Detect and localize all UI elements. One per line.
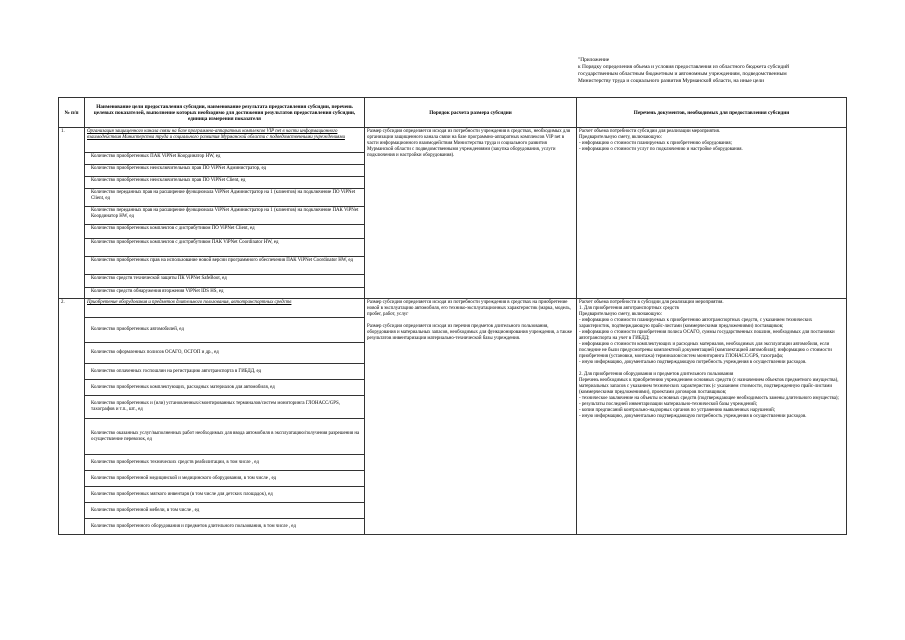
subsidy-table xyxy=(58,97,847,535)
section-2-goal: Приобретение оборудования и предметов длительного пользования, автотранспортных средств xyxy=(85,299,365,318)
indicator-cell: Количество приобретенных неисключительных прав ПО ViPNet Client, ед xyxy=(85,177,365,189)
indicator-cell: Количество приобретенных автомобилей, ед xyxy=(85,318,365,343)
section-2-docs-p2: 2. Для приобретения оборудования и предметов длительного пользования Перечень необходимых к приобретению учреждением основных средств (с назначением объектов предметного имущества), материальных запасов с указанием технических характеристик (с указанием стоимости, подтвержденную прайс-листами (коммерческими предложениями), проектами договоров поставщиков; - техническое заключение на объекты основных средств (подтверждающее необходимость замены длительного имущества); - результаты последней инвентаризации материально-технической базы учреждений; - копии предписаний контрольно-надзорных органов по устранению выявленных нарушений; - иную информацию, документально подтверждающую потребность учреждения в осуществлении расходов. xyxy=(579,372,839,419)
indicator-cell: Количество приобретенной медицинской и медицинского оборудования, в том числе , ед xyxy=(85,471,365,487)
indicator-cell: Количество оплаченных госпошлин на регистрацию автотранспорта в ГИБДД, ед xyxy=(85,364,365,380)
table-row xyxy=(59,299,847,318)
indicator-cell: Количество приобретенных ПАК ViPNet Координатор HW, ед xyxy=(85,153,365,165)
header-calc: Порядок расчета размера субсидии xyxy=(365,98,577,128)
appendix-line-3: государственным областным бюджетным и автономным учреждениям, подведомственным xyxy=(578,71,787,77)
appendix-line-1: "Приложение xyxy=(578,57,610,63)
section-2-docs-p1: Расчет объема потребности в субсидии для реализации мероприятия. 1. Для приобретения автотранспортных средств Предварительную смету, включающую: - информацию о стоимости планируемых к приобретению автотранспортных средств, с указанием технических характеристик, подтверждающую прайс-листами (коммерческими предложениями) поставщиков; - информацию о стоимости приобретения полиса ОСАГО, суммы государственных пошлин, необходимых для постановки автотранспорта на учет в ГИБДД; - информацию о стоимости комплектующих и расходных материалов, необходимых для эксплуатации автомобиля, если последние не были предусмотрены комплектной документацией (комплектацией автомобиля); информацию о стоимости приобретения (установки, монтажа) терминалов/систем мониторинга ГЛОНАСС/GPS, тахографа; - иную информацию, документально подтверждающую потребность учреждения в осуществлении расходов. xyxy=(579,300,835,365)
section-2-calc-p2: Размер субсидии определяется исходя из перечня предметов длительного пользования, оборудования и материальных запасов, необходимых для функционирования учреждения, а также результатов инвентаризации материально-технической базы учреждения. xyxy=(367,324,573,341)
section-2-docs xyxy=(577,299,847,535)
indicator-cell: Количество приобретенных комплектующих, расходных материалов для автомобиля, ед xyxy=(85,380,365,396)
table-row xyxy=(59,128,847,153)
indicator-cell: Количество приобретенных комплектов с дистрибутивом ПО ViPNet Client, ед xyxy=(85,225,365,239)
indicator-cell: Количество приобретенных неисключительных прав ПО ViPNet Администратор, ед xyxy=(85,165,365,177)
table-header-row xyxy=(59,98,847,128)
indicator-cell: Количество переданных прав на расширение функционала ViPNet Администратор на 1 (клиентов) на подключение ПАК ViPNet Координатор HW, ед xyxy=(85,207,365,225)
indicator-cell: Количество средств обнаружения вторжения ViPNet IDS HS, ед xyxy=(85,288,365,299)
indicator-cell: Количество переданных прав на расширение функционала ViPNet Администратор на 1 (клиентов) на подключение ПО ViPNet Client, ед xyxy=(85,189,365,207)
section-1-docs: Расчет объема потребности субсидии для реализации мероприятия. Предварительную смету, включающую: - информацию о стоимости планируемых к приобретению оборудования; - информацию о стоимости услуг по подключению и настройке оборудования. xyxy=(577,128,847,299)
indicator-cell: Количество приобретенных мягкого инвентаря (в том числе для детских площадок), ед xyxy=(85,487,365,503)
indicator-cell: Количество приобретенных комплектов с дистрибутивом ПАК ViPNet Coordinator HW, ед xyxy=(85,239,365,257)
section-2-calc-p1: Размер субсидии определяется исходя из потребности учреждения в средствах на приобретение новой в эксплуатацию автомобиля, его технико-эксплуатационных характеристик (марка, модель, пробег, работ, услуг xyxy=(367,300,571,317)
section-1-num: 1. xyxy=(59,128,85,299)
appendix-line-4: Министерству труда и социального развития Мурманской области, на иные цели xyxy=(578,78,765,84)
header-goal: Наименование цели предоставления субсидии, наименование результата предоставления субсидии, перечень целевых показателей, выполнение которых необходимо для достижения результатов предоставления субсидии, единица измерения показателя xyxy=(85,98,365,128)
indicator-cell: Количество приобретенного оборудования и предметов длительного пользования, в том числе , ед xyxy=(85,519,365,535)
indicator-cell: Количество приобретенных и (или) установленных/смонтированных терминалов/систем мониторинга ГЛОНАСС/GPS, тахографов и т.п., шт., ед xyxy=(85,396,365,419)
indicator-cell: Количество приобретенной мебели, в том числе , ед xyxy=(85,503,365,519)
section-1-calc: Размер субсидии определяется исходя из потребности учреждения в средствах, необходимых для организации защищенного канала связи на базе программно-аппаратных комплексов VIP net в части информационного взаимодействия Министерства труда и социального развития Мурманской области с подведомственными учреждениями (закупка оборудования, услуги подключения и настройки оборудования). xyxy=(365,128,577,299)
header-num: № п/п xyxy=(59,98,85,128)
section-2-num: 2. xyxy=(59,299,85,535)
section-2-calc xyxy=(365,299,577,535)
indicator-cell: Количество оформленных полисов ОСАГО, ОСГОП и др., ед xyxy=(85,343,365,364)
indicator-cell: Количество приобретенных прав на использование новой версии программного обеспечения ПАК ViPNet Coordinator HW, ед xyxy=(85,257,365,275)
section-1-goal: Организация защищенного канала связи на базе программно-аппаратных комплексов VIP net в части информационного взаимодействия Министерства труда и социального развития Мурманской области с подведомственными учреждениями xyxy=(85,128,365,153)
header-docs: Перечень документов, необходимых для предоставления субсидии xyxy=(577,98,847,128)
appendix-line-2: к Порядку определения объема и условия предоставления из областного бюджета субсидий xyxy=(578,64,789,70)
indicator-cell: Количество приобретенных технических средств реабилитации, в том числе , ед xyxy=(85,455,365,471)
indicator-cell: Количество оказанных услуг/выполненных работ необходимых для ввода автомобиля в эксплуатацию/получения разрешения на осуществление перевозок, ед xyxy=(85,419,365,455)
appendix-header xyxy=(578,57,878,85)
indicator-cell: Количество средств технической защиты ПК ViPNet SafeBoot, ед xyxy=(85,275,365,288)
